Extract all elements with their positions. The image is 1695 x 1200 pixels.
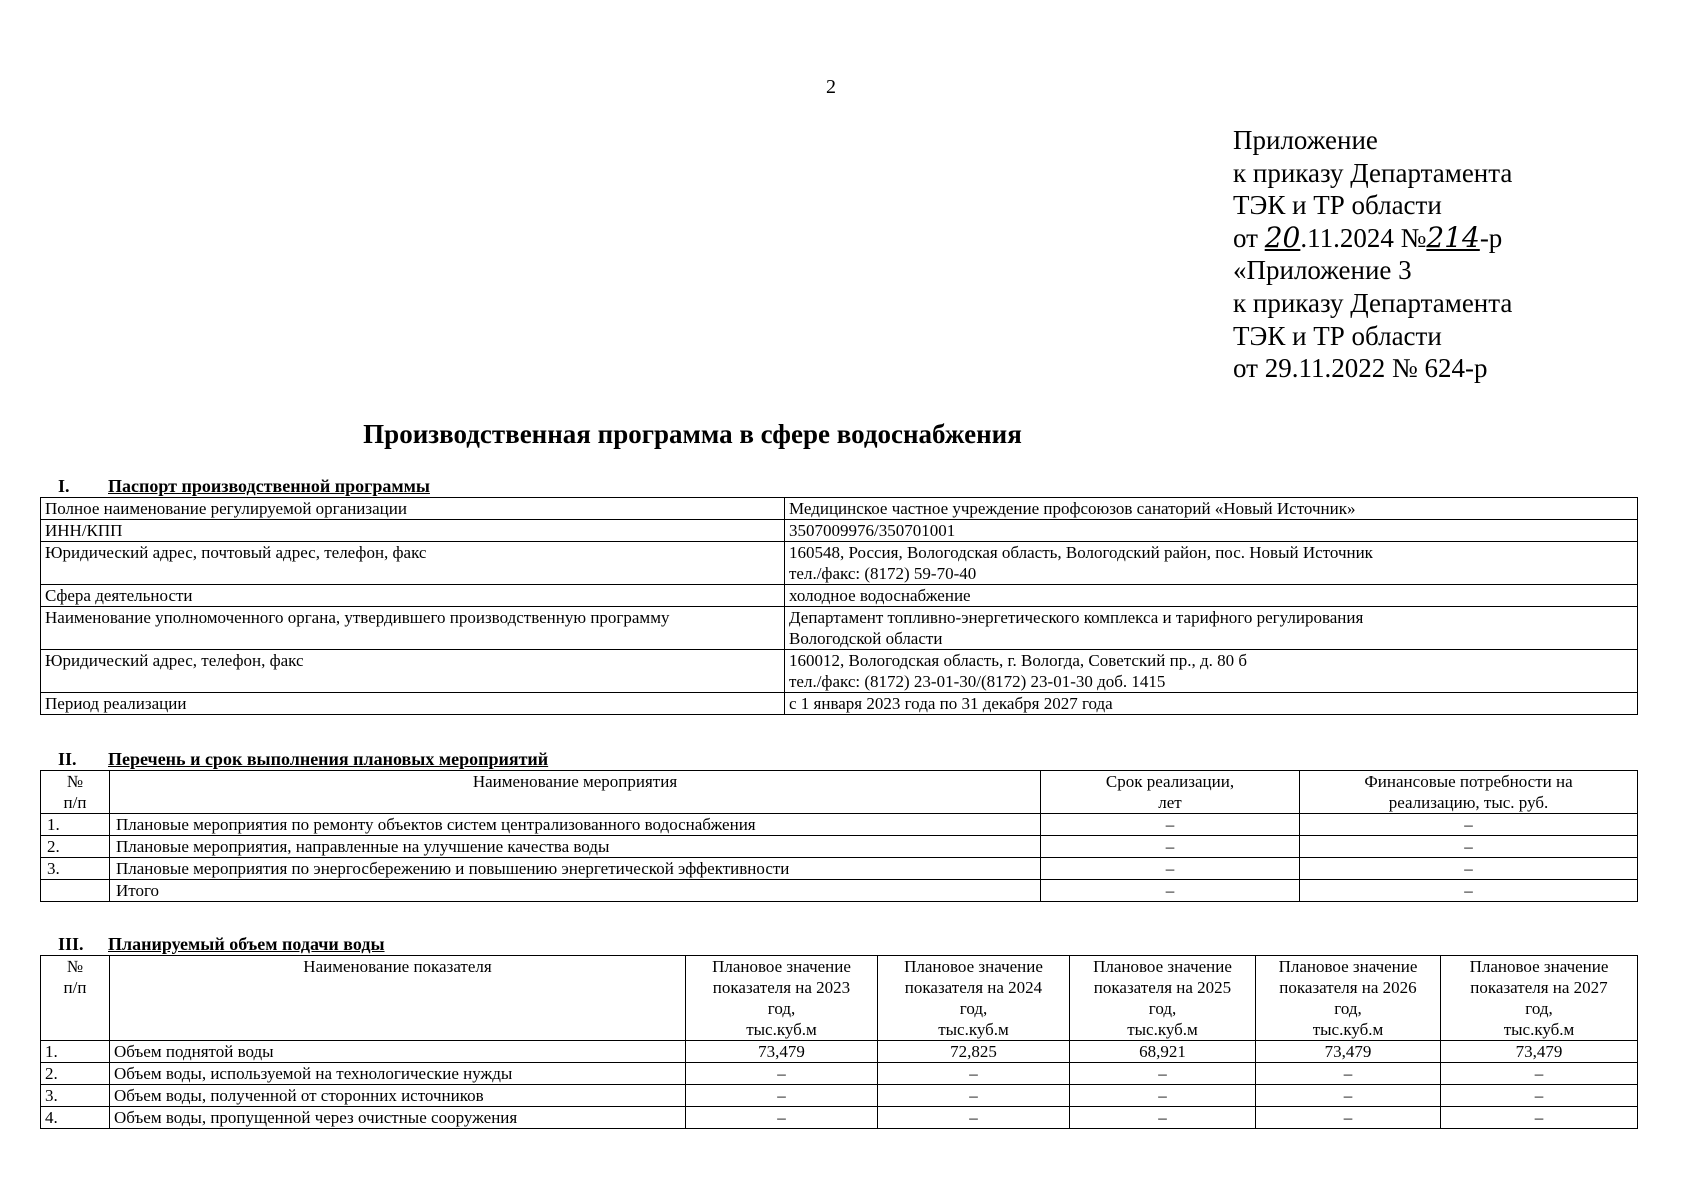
measures-row (41, 858, 1638, 880)
measure-num: 2. (41, 836, 110, 858)
measure-name: Плановые мероприятия по энергосбережению и повышению энергетической эффективности (110, 858, 1041, 880)
header-planned-value-3 (1070, 956, 1256, 1041)
indicator-name: Объем поднятой воды (110, 1041, 686, 1063)
annex-line-8: от 29.11.2022 № 624-р (1233, 353, 1488, 384)
measure-num (41, 880, 110, 902)
indicator-value: – (878, 1107, 1070, 1129)
water-volume-header-row (41, 956, 1638, 1041)
measure-num: 1. (41, 814, 110, 836)
header-line: Плановое значение (904, 957, 1043, 976)
header-num-line: п/п (63, 978, 87, 997)
section-2-number: II. (58, 749, 77, 769)
header-line: тыс.куб.м (938, 1020, 1009, 1039)
header-num: № п/п (41, 771, 110, 814)
passport-value-line: Медицинское частное учреждение профсоюзов санаторий «Новый Источник» (789, 499, 1356, 518)
measure-financial: – (1300, 814, 1638, 836)
header-planned-value-5 (1441, 956, 1638, 1041)
section-2-title: Перечень и срок выполнения плановых мероприятий (108, 749, 549, 769)
annex-line-1: Приложение (1233, 125, 1378, 155)
header-line: год, (1334, 999, 1362, 1018)
annex-line-7: ТЭК и ТР области (1233, 320, 1442, 351)
header-line: показателя на 2024 (904, 978, 1043, 997)
header-line: показателя на 2023 (712, 978, 851, 997)
measures-row (41, 814, 1638, 836)
passport-label: ИНН/КПП (41, 520, 785, 542)
section-1-title: Паспорт производственной программы (108, 476, 430, 496)
annex-line-6: к приказу Департамента (1233, 287, 1513, 318)
header-measure-name: Наименование мероприятия (110, 771, 1041, 814)
header-line: Плановое значение (1093, 957, 1232, 976)
passport-row (41, 693, 1638, 715)
passport-row (41, 585, 1638, 607)
indicator-value: – (1256, 1107, 1441, 1129)
passport-row (41, 607, 1638, 650)
section-3-number: III. (58, 934, 84, 954)
passport-value-line: Вологодской области (789, 629, 943, 648)
passport-row (41, 520, 1638, 542)
passport-value (785, 693, 1638, 715)
annex-date-mid: .11.2024 № (1300, 222, 1427, 253)
section-3-title: Планируемый объем подачи воды (108, 934, 385, 954)
water-volume-row (41, 1107, 1638, 1129)
measure-financial: – (1300, 880, 1638, 902)
header-planned-value-1 (686, 956, 878, 1041)
measure-financial: – (1300, 858, 1638, 880)
measures-row (41, 880, 1638, 902)
handwritten-order-number: 214 (1426, 220, 1480, 254)
measures-table (40, 770, 1638, 902)
header-num (41, 956, 110, 1041)
indicator-value: – (1441, 1107, 1638, 1129)
passport-label: Наименование уполномоченного органа, утвердившего производственную программу (41, 607, 785, 650)
header-line: показателя на 2025 (1093, 978, 1232, 997)
document-title: Производственная программа в сфере водоснабжения (363, 419, 1022, 449)
annex-date-suffix: -р (1479, 222, 1503, 253)
passport-value (785, 607, 1638, 650)
measures-row (41, 836, 1638, 858)
indicator-num: 1. (41, 1041, 110, 1063)
passport-row (41, 650, 1638, 693)
passport-value-line: холодное водоснабжение (789, 586, 971, 605)
annex-line-5: «Приложение 3 (1233, 255, 1412, 286)
measure-num: 3. (41, 858, 110, 880)
header-line: Плановое значение (1278, 957, 1418, 976)
passport-label: Сфера деятельности (41, 585, 785, 607)
passport-table (40, 497, 1638, 715)
passport-value (785, 520, 1638, 542)
indicator-value: 72,825 (878, 1041, 1070, 1063)
annex-block (1233, 124, 1512, 385)
measure-term: – (1041, 814, 1300, 836)
annex-line-2: к приказу Департамента (1233, 157, 1513, 188)
water-volume-row (41, 1063, 1638, 1085)
section-1-heading (58, 476, 430, 497)
header-line: тыс.куб.м (746, 1020, 817, 1039)
indicator-value: – (1441, 1085, 1638, 1107)
passport-value-line: 3507009976/350701001 (789, 521, 956, 540)
header-line: год, (959, 999, 988, 1018)
measure-term: – (1041, 880, 1300, 902)
annex-date-prefix: от (1233, 222, 1265, 253)
indicator-value: – (878, 1085, 1070, 1107)
header-indicator-name: Наименование показателя (110, 956, 686, 1041)
measure-name: Плановые мероприятия, направленные на улучшение качества воды (110, 836, 1041, 858)
header-line: тыс.куб.м (1312, 1020, 1384, 1039)
header-term: Срок реализации, лет (1041, 771, 1300, 814)
header-line: тыс.куб.м (1503, 1020, 1575, 1039)
header-planned-value-2 (878, 956, 1070, 1041)
indicator-value: – (1070, 1085, 1256, 1107)
header-line: показателя на 2026 (1279, 978, 1417, 997)
passport-row (41, 542, 1638, 585)
header-line: показателя на 2027 (1470, 978, 1608, 997)
measure-name: Плановые мероприятия по ремонту объектов систем централизованного водоснабжения (110, 814, 1041, 836)
water-volume-table (40, 955, 1638, 1129)
header-line: год, (1148, 999, 1177, 1018)
passport-row (41, 498, 1638, 520)
indicator-value: – (1256, 1085, 1441, 1107)
indicator-value: – (1070, 1063, 1256, 1085)
passport-value-line: 160548, Россия, Вологодская область, Вологодский район, пос. Новый Источник (789, 543, 1373, 562)
header-line: год, (767, 999, 796, 1018)
indicator-value: 68,921 (1070, 1041, 1256, 1063)
header-line: год, (1525, 999, 1553, 1018)
passport-value-line: Департамент топливно-энергетического комплекса и тарифного регулирования (789, 608, 1364, 627)
header-line: тыс.куб.м (1127, 1020, 1198, 1039)
section-2-heading (58, 749, 548, 770)
header-line: Плановое значение (712, 957, 851, 976)
measure-financial: – (1300, 836, 1638, 858)
indicator-num: 3. (41, 1085, 110, 1107)
indicator-num: 2. (41, 1063, 110, 1085)
indicator-value: – (686, 1107, 878, 1129)
header-num-line: № (66, 957, 84, 976)
passport-label: Юридический адрес, почтовый адрес, телефон, факс (41, 542, 785, 585)
indicator-value: – (1441, 1063, 1638, 1085)
indicator-value: – (1070, 1107, 1256, 1129)
passport-value (785, 650, 1638, 693)
passport-value-line: с 1 января 2023 года по 31 декабря 2027 года (789, 694, 1113, 713)
section-1-number: I. (58, 476, 70, 496)
water-volume-row (41, 1041, 1638, 1063)
indicator-name: Объем воды, пропущенной через очистные сооружения (110, 1107, 686, 1129)
measures-header-row (41, 771, 1638, 814)
header-line: Плановое значение (1469, 957, 1609, 976)
indicator-value: 73,479 (1441, 1041, 1638, 1063)
measure-name: Итого (110, 880, 1041, 902)
indicator-value: 73,479 (686, 1041, 878, 1063)
annex-line-3: ТЭК и ТР области (1233, 190, 1442, 221)
passport-label: Полное наименование регулируемой организации (41, 498, 785, 520)
annex-line-4 (1233, 222, 1512, 255)
indicator-name: Объем воды, используемой на технологические нужды (110, 1063, 686, 1085)
indicator-value: – (686, 1085, 878, 1107)
passport-value (785, 585, 1638, 607)
indicator-value: – (1256, 1063, 1441, 1085)
passport-value (785, 542, 1638, 585)
header-planned-value-4 (1256, 956, 1441, 1041)
header-financial: Финансовые потребности на реализацию, тыс. руб. (1300, 771, 1638, 814)
handwritten-day: 20 (1264, 220, 1301, 254)
passport-label: Юридический адрес, телефон, факс (41, 650, 785, 693)
passport-value (785, 498, 1638, 520)
indicator-name: Объем воды, полученной от сторонних источников (110, 1085, 686, 1107)
passport-value-line: 160012, Вологодская область, г. Вологда, Советский пр., д. 80 б (789, 651, 1248, 670)
page-number: 2 (826, 76, 836, 98)
passport-value-line: тел./факс: (8172) 59-70-40 (789, 564, 977, 583)
indicator-num: 4. (41, 1107, 110, 1129)
measure-term: – (1041, 858, 1300, 880)
passport-label: Период реализации (41, 693, 785, 715)
indicator-value: – (878, 1063, 1070, 1085)
measure-term: – (1041, 836, 1300, 858)
section-3-heading (58, 934, 385, 955)
passport-value-line: тел./факс: (8172) 23-01-30/(8172) 23-01-30 доб. 1415 (789, 672, 1166, 691)
water-volume-row (41, 1085, 1638, 1107)
indicator-value: – (686, 1063, 878, 1085)
indicator-value: 73,479 (1256, 1041, 1441, 1063)
